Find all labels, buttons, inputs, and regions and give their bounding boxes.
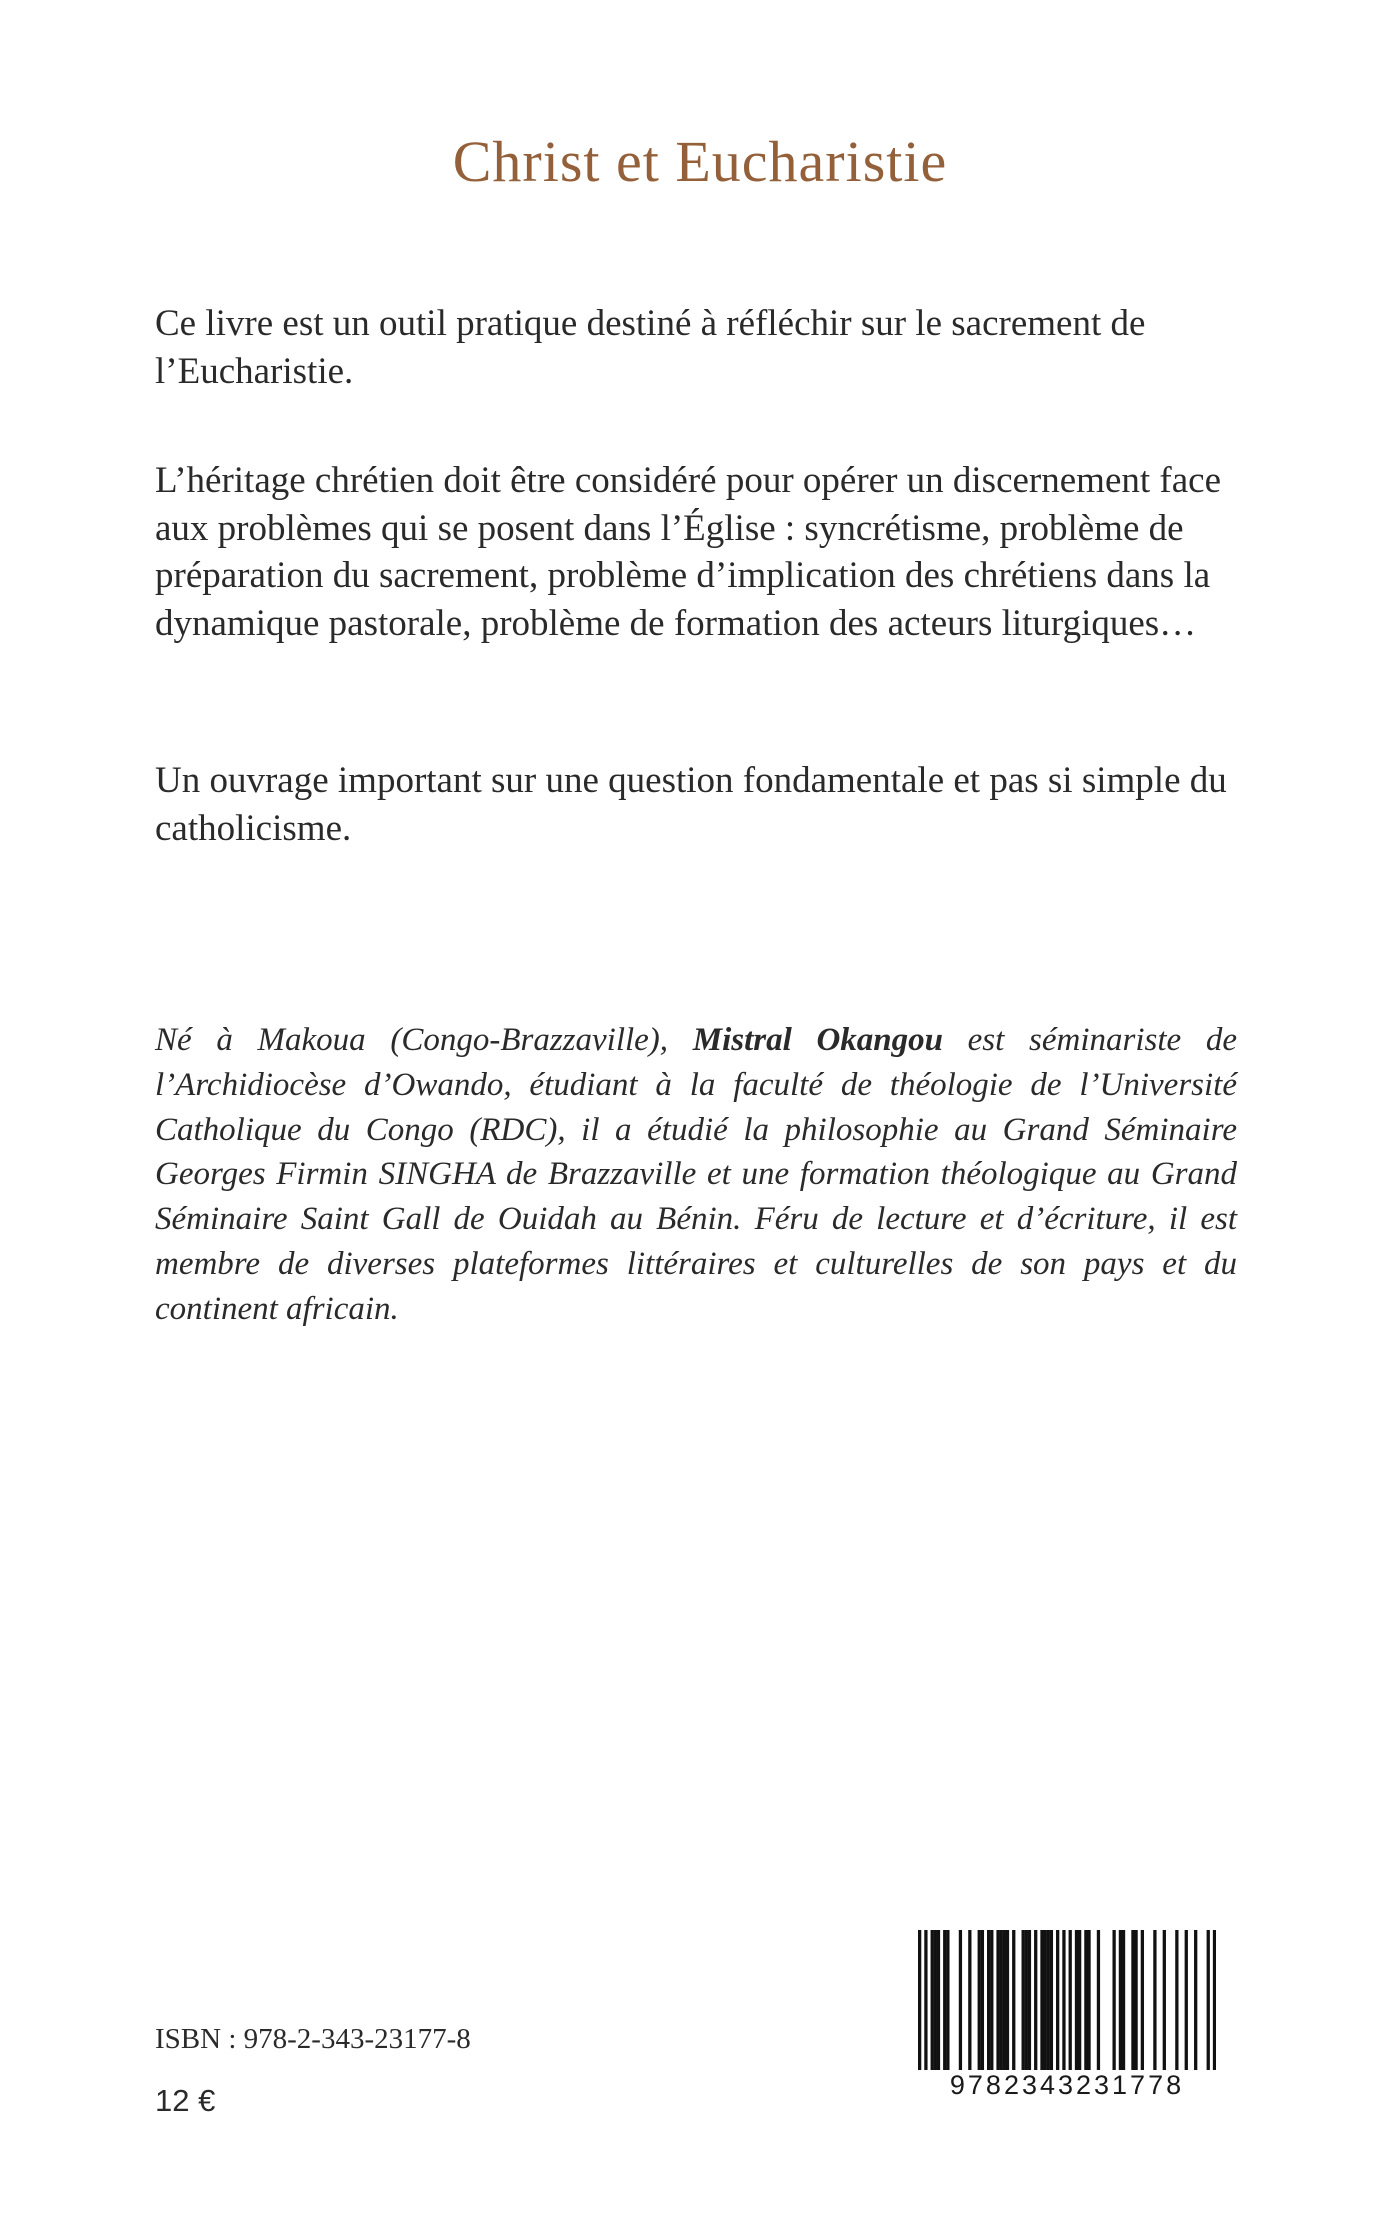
barcode	[918, 1930, 1216, 2100]
barcode-bar	[987, 1930, 990, 2080]
barcode-bar	[990, 1930, 993, 2080]
barcode-bar	[1025, 1930, 1028, 2080]
barcode-bar	[1134, 1930, 1137, 2080]
barcode-bar	[1078, 1930, 1081, 2080]
barcode-bar	[1213, 1930, 1216, 2080]
barcode-bar	[1175, 1930, 1178, 2080]
barcode-bar	[1022, 1930, 1025, 2080]
barcode-bar	[996, 1930, 999, 2080]
barcode-bar	[1112, 1930, 1115, 2080]
barcode-bar	[1062, 1930, 1065, 2080]
barcode-bar	[1056, 1930, 1059, 2080]
barcode-bar	[1012, 1930, 1015, 2080]
barcode-bar	[1194, 1930, 1197, 2080]
barcode-bar	[959, 1930, 962, 2080]
barcode-bar	[1003, 1930, 1006, 2080]
barcode-bar	[1050, 1930, 1053, 2080]
barcode-bar	[934, 1930, 937, 2080]
barcode-bar	[968, 1930, 971, 2080]
barcode-bar	[1122, 1930, 1125, 2080]
barcode-digits: 9782343231778	[918, 2070, 1216, 2100]
barcode-bar	[1047, 1930, 1050, 2080]
book-title: Christ et Eucharistie	[452, 129, 948, 194]
barcode-bar	[1185, 1930, 1188, 2080]
barcode-bar	[937, 1930, 940, 2080]
barcode-bar	[978, 1930, 981, 2080]
author-bio-rest: est séminariste de l’Archidiocèse d’Owando, étudiant à la faculté de théologie de l’Université Catholique du Congo (RDC), il a étudié la philosophie au Grand Séminaire Georges Firmin SINGHA de Brazzaville et une formation théologique au Grand Séminaire Saint Gall de Ouidah au Bénin. Féru de lecture et d’écriture, il est membre de diverses plateformes littéraires et culturelles de son pays et du continent africain.	[155, 1022, 1237, 1327]
barcode-bar	[1119, 1930, 1122, 2080]
author-name: Mistral Okangou	[692, 1022, 943, 1058]
blurb-paragraph-2: L’héritage chrétien doit être considéré pour opérer un discernement face aux problèmes qui se posent dans l’Église : syncrétisme, problème de préparation du sacrement, problème d’implication des chrétiens dans la dynamique pastorale, problème de formation des acteurs liturgiques…	[155, 460, 1221, 644]
barcode-bar	[1141, 1930, 1144, 2080]
barcode-bar	[1131, 1930, 1134, 2080]
author-bio	[155, 1018, 1237, 1332]
blurb-paragraph-3: Un ouvrage important sur une question fondamentale et pas si simple du catholicisme.	[155, 760, 1227, 849]
barcode-bar	[1097, 1930, 1100, 2080]
barcode-bar	[981, 1930, 984, 2080]
barcode-bar	[1153, 1930, 1156, 2080]
isbn-number: ISBN : 978-2-343-23177-8	[155, 2023, 471, 2055]
author-bio-intro: Né à Makoua (Congo-Brazzaville),	[155, 1022, 693, 1058]
barcode-bar	[946, 1930, 949, 2080]
barcode-bar	[1034, 1930, 1037, 2080]
barcode-bar	[1207, 1930, 1210, 2080]
barcode-bar	[1040, 1930, 1043, 2080]
barcode-bar	[1006, 1930, 1009, 2080]
barcode-bar	[1069, 1930, 1072, 2080]
barcode-bar	[1028, 1930, 1031, 2080]
barcode-bar	[943, 1930, 946, 2080]
barcode-bar	[1043, 1930, 1046, 2080]
barcode-bar	[1084, 1930, 1087, 2080]
barcode-bar	[1075, 1930, 1078, 2080]
blurb-paragraph-1: Ce livre est un outil pratique destiné à réfléchir sur le sacrement de l’Eucharistie.	[155, 303, 1146, 392]
barcode-bar	[1000, 1930, 1003, 2080]
price-label: 12 €	[155, 2083, 216, 2118]
barcode-bar	[1163, 1930, 1166, 2080]
barcode-bar	[924, 1930, 927, 2080]
barcode-bar	[931, 1930, 934, 2080]
barcode-bar	[918, 1930, 921, 2080]
barcode-bars-icon	[918, 1930, 1216, 2080]
barcode-bar	[1087, 1930, 1090, 2080]
